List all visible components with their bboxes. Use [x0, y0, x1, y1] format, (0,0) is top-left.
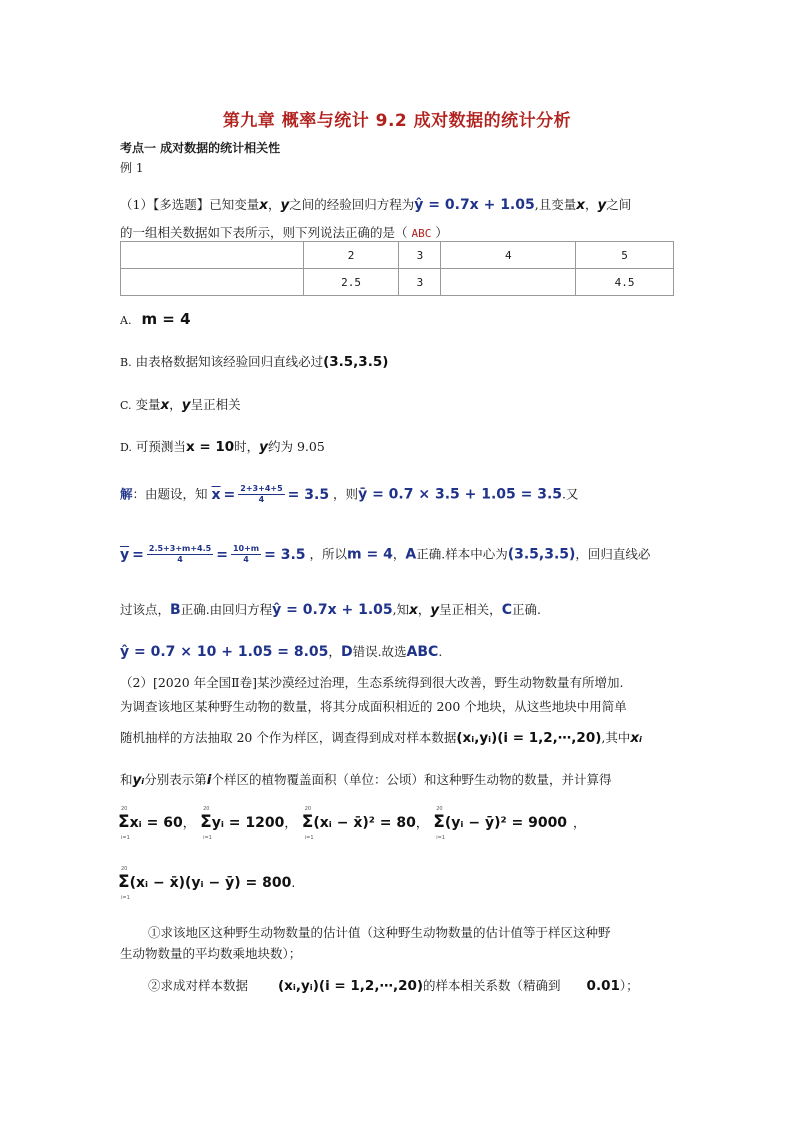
sum-comma: ， — [284, 815, 297, 830]
xbar-numerator: 2+3+4+5 — [240, 484, 283, 493]
table-cell — [121, 269, 304, 296]
letter-b: B — [170, 602, 181, 618]
solution-t14: 错误.故选 — [352, 644, 407, 659]
var-x-s: x — [409, 602, 418, 618]
letter-a: A — [405, 546, 417, 563]
option-c-text1: 变量 — [135, 397, 161, 412]
q1-line2 — [120, 223, 448, 241]
letter-c: C — [501, 602, 512, 618]
q2-line4-c: 个样区的植物覆盖面积（单位：公顷）和这种野生动物的数量，并计算得 — [211, 772, 612, 787]
q1-prefix: （1）【多选题】已知变量 — [120, 197, 260, 212]
solution-t4: ，所以 — [309, 546, 348, 562]
sum-comma: ， — [573, 815, 586, 830]
solution-line2 — [120, 544, 650, 565]
solution-t9: 正确.由回归方程 — [180, 602, 273, 617]
final-answer: ABC — [406, 644, 439, 660]
solution-t12: 正确. — [511, 602, 541, 617]
letter-d: D — [340, 644, 353, 660]
solution-t13: ， — [328, 644, 341, 659]
regression-equation: ŷ = 0.7x + 1.05 — [414, 197, 535, 213]
q2-line3 — [120, 728, 642, 746]
var-x: x — [259, 197, 268, 213]
solution-t7: ，回归直线必 — [575, 546, 651, 562]
subq2-end: ）； — [619, 978, 639, 993]
option-d-text1: 可预测当 — [135, 439, 186, 454]
q1-line2-end: ） — [435, 225, 448, 240]
table-cell: 3 — [399, 242, 441, 269]
var-y-2: y — [597, 197, 607, 213]
sum-symbol: 20 Σ i=1 — [301, 806, 314, 841]
solution-t3: .又 — [562, 486, 579, 502]
var-y-d: y — [259, 439, 268, 455]
var-i: i — [206, 772, 212, 788]
ybar2-denominator: 4 — [177, 555, 183, 564]
sum-upper: 20 — [304, 806, 312, 812]
q1-answer: ABC — [411, 227, 432, 240]
option-d-label: D. — [120, 441, 132, 454]
var-y-c: y — [181, 397, 191, 413]
q2-line4-a: 和 — [120, 772, 133, 787]
option-a — [120, 310, 191, 328]
option-d-math: x = 10 — [185, 439, 235, 455]
data-table — [120, 241, 674, 296]
option-a-math: m = 4 — [141, 310, 191, 328]
sum-symbol: 20 Σ i=1 — [433, 806, 446, 841]
solution-t5: ， — [392, 546, 406, 562]
sample-center: (3.5,3.5) — [507, 546, 576, 563]
solution-t15: . — [438, 644, 443, 659]
sum-comma: ， — [415, 815, 429, 830]
solution-t6: 正确.样本中心为 — [416, 546, 508, 562]
option-d — [120, 437, 325, 455]
solution-t1: ：由题设，知 — [132, 486, 208, 502]
q2-line4-b: 分别表示第 — [144, 772, 207, 787]
option-c-label: C. — [120, 399, 132, 412]
xbar-result: = 3.5 — [287, 486, 330, 503]
solution-line4 — [120, 642, 442, 660]
section-heading: 考点一 成对数据的统计相关性 — [120, 141, 281, 155]
ybar-formula: ȳ = 0.7 × 3.5 + 1.05 = 3.5 — [358, 486, 563, 503]
q2-line2: 为调查该地区某种野生动物的数量，将其分成面积相近的 200 个地块，从这些地块中用简单 — [120, 699, 627, 714]
subq2-text2: 的样本相关系数（精确到 — [423, 978, 561, 993]
example-label: 例 1 — [120, 161, 144, 175]
var-y: y — [280, 197, 290, 213]
solution-label: 解 — [120, 486, 133, 502]
var-x-2: x — [576, 197, 585, 213]
ybar2-numerator: 2.5+3+m+4.5 — [148, 544, 212, 553]
sum-lower: i=1 — [304, 835, 314, 841]
q2-line3-text: 随机抽样的方法抽取 20 个作为样区，调查得到成对样本数据 — [120, 730, 457, 745]
pair-notation: (xᵢ,yᵢ)(i = 1,2,⋯,20) — [456, 730, 602, 746]
option-c — [120, 395, 241, 413]
table-cell: 3 — [399, 269, 441, 296]
m-result: m = 4 — [347, 546, 393, 563]
q1-mid2: ,且变量 — [534, 197, 577, 212]
subq1-line1: ①求该地区这种野生动物数量的估计值（这种野生动物数量的估计值等于样区这种野 — [148, 925, 611, 940]
table-row — [121, 269, 674, 296]
var-x-c: x — [160, 397, 170, 413]
precision-value: 0.01 — [586, 978, 620, 994]
sum-upper: 20 — [203, 806, 210, 812]
q1-line1 — [120, 195, 631, 213]
xbar-denominator: 4 — [258, 495, 265, 504]
subq1-line2: 生动物数量的平均数乘地块数）； — [120, 946, 302, 961]
q1-mid3: 之间 — [606, 197, 632, 212]
solution-line3 — [120, 600, 541, 618]
subq2-text: ②求成对样本数据 — [148, 978, 249, 993]
sum-yy: (yᵢ − ȳ)² = 9000 — [444, 815, 568, 831]
ybar2-numerator2: 10+m — [232, 544, 260, 553]
q2-line4 — [120, 770, 611, 788]
regression-equation-2: ŷ = 0.7x + 1.05 — [272, 602, 393, 618]
var-yi: yᵢ — [132, 772, 145, 788]
table-cell: 4 — [441, 242, 576, 269]
solution-t8: 过该点， — [120, 602, 171, 617]
option-b-math: (3.5,3.5) — [323, 354, 389, 370]
table-cell: 2 — [303, 242, 399, 269]
sum-symbol: 20 Σ i=1 — [118, 866, 130, 901]
table-cell: 5 — [576, 242, 674, 269]
q2-line1: （2）[2020 年全国Ⅱ卷]某沙漠经过治理，生态系统得到很大改善，野生动物数量有所增加. — [120, 675, 624, 690]
table-cell: 2.5 — [303, 269, 399, 296]
solution-t2: ，则 — [333, 486, 359, 502]
sum-lower: i=1 — [121, 895, 130, 901]
q2-line3-end: ,其中 — [601, 730, 631, 745]
page-title: 第九章 概率与统计 9.2 成对数据的统计分析 — [222, 111, 572, 131]
sum-upper: 20 — [121, 806, 128, 812]
sum-period: . — [291, 875, 296, 890]
subq2-line — [148, 976, 639, 994]
sum-lower: i=1 — [436, 835, 446, 841]
option-c-sep: ， — [169, 397, 182, 412]
sum-symbol: 20 Σ i=1 — [200, 806, 212, 841]
table-row — [121, 242, 674, 269]
solution-sep: ， — [417, 602, 431, 617]
option-b-label: B. — [120, 356, 132, 369]
var-xi: xᵢ — [630, 730, 643, 746]
q1-sep: ， — [267, 197, 281, 212]
sum-upper: 20 — [436, 806, 443, 812]
sum-symbol: 20 Σ i=1 — [118, 806, 130, 841]
table-cell — [121, 242, 304, 269]
sums-line2 — [118, 866, 296, 901]
q1-sep-2: ， — [584, 197, 598, 212]
q1-line2-text: 的一组相关数据如下表所示，则下列说法正确的是（ — [120, 225, 408, 240]
ybar2-result: = 3.5 — [264, 546, 306, 563]
option-d-text3: 约为 9.05 — [267, 439, 325, 454]
sum-lower: i=1 — [121, 835, 130, 841]
sum-xy: (xᵢ − x̄)(yᵢ − ȳ) = 800 — [129, 875, 292, 891]
solution-t10: ,知 — [392, 602, 410, 617]
option-b-text: 由表格数据知该经验回归直线必过 — [135, 354, 324, 369]
option-c-text2: 呈正相关 — [190, 397, 241, 412]
option-b — [120, 352, 388, 370]
sum-x: xᵢ = 60 — [129, 815, 183, 831]
sums-line1 — [118, 806, 586, 841]
subq2-pair: (xᵢ,yᵢ)(i = 1,2,⋯,20) — [278, 978, 424, 994]
var-y-s: y — [430, 602, 440, 618]
sum-comma: ， — [182, 815, 196, 830]
prediction-formula: ŷ = 0.7 × 10 + 1.05 = 8.05 — [120, 644, 329, 660]
solution-line1 — [120, 484, 579, 505]
ybar2-formula: $\overline{y}$ = $\frac{2.5+3+m+4.5}{4}$ = $\frac{10+m}{4}$ = 3.5 — [120, 544, 306, 564]
xbar-formula: $\overline{x}$ = $\frac{2+3+4+5}{4}$ = 3.5 — [211, 484, 330, 504]
sum-lower: i=1 — [203, 835, 212, 841]
option-d-text2: 时， — [234, 439, 260, 454]
table-cell: 4.5 — [576, 269, 674, 296]
table-cell — [441, 269, 576, 296]
q1-mid1: 之间的经验回归方程为 — [289, 197, 415, 212]
sum-y: yᵢ = 1200 — [211, 815, 285, 831]
ybar2-denominator2: 4 — [243, 555, 249, 564]
sum-upper: 20 — [121, 866, 128, 872]
solution-t11: 呈正相关， — [439, 602, 502, 617]
option-a-label: A. — [120, 314, 132, 327]
sum-xx: (xᵢ − x̄)² = 80 — [313, 815, 416, 831]
